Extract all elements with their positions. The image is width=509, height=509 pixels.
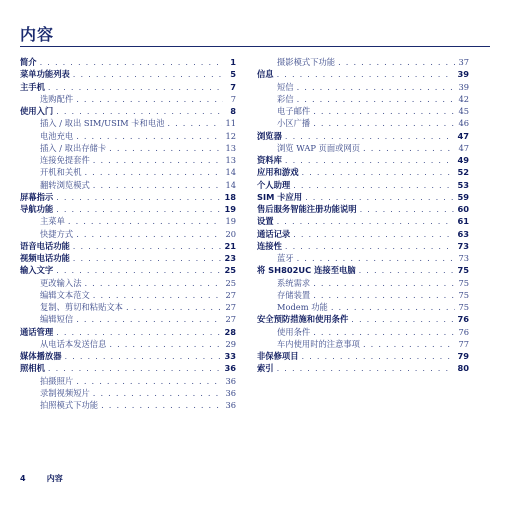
toc-entry-title: 通话管理 bbox=[20, 326, 54, 337]
toc-entry-page: 47 bbox=[457, 130, 469, 141]
toc-dot-leader bbox=[56, 326, 221, 338]
toc-dot-leader bbox=[363, 142, 455, 154]
toc-entry[interactable] bbox=[257, 277, 469, 289]
toc-dot-leader bbox=[56, 105, 223, 117]
toc-entry-title: 浏览 WAP 页面或网页 bbox=[277, 142, 361, 153]
toc-entry[interactable] bbox=[257, 191, 469, 203]
toc-entry[interactable] bbox=[257, 362, 469, 374]
toc-entry[interactable] bbox=[257, 130, 469, 142]
toc-entry-page: 19 bbox=[224, 204, 236, 214]
toc-dot-leader bbox=[76, 130, 222, 142]
toc-entry-title: 主手机 bbox=[20, 81, 45, 92]
toc-entry[interactable] bbox=[257, 301, 469, 313]
toc-dot-leader bbox=[297, 81, 456, 93]
toc-entry[interactable] bbox=[257, 93, 469, 105]
toc-entry-title: 照相机 bbox=[20, 363, 45, 374]
toc-entry-title: 使用条件 bbox=[277, 326, 311, 337]
toc-dot-leader bbox=[293, 179, 454, 191]
toc-entry-page: 53 bbox=[457, 179, 469, 190]
toc-entry-title: 屏幕指示 bbox=[20, 191, 54, 202]
toc-dot-leader bbox=[76, 93, 223, 105]
toc-entry-title: 存储装置 bbox=[277, 289, 311, 300]
toc-dot-leader bbox=[68, 215, 223, 227]
toc-entry-title: 系统需求 bbox=[277, 277, 311, 288]
toc-entry-page: 36 bbox=[224, 363, 236, 374]
toc-entry[interactable] bbox=[20, 338, 236, 350]
toc-entry-page: 27 bbox=[225, 302, 236, 312]
toc-entry-title: Modem 功能 bbox=[277, 302, 328, 312]
toc-entry-title: 拍照模式下功能 bbox=[40, 400, 99, 410]
toc-entry-page: 61 bbox=[457, 216, 469, 227]
toc-dot-leader bbox=[93, 154, 223, 166]
toc-entry-page: 39 bbox=[458, 81, 469, 92]
toc-entry-title: 主菜单 bbox=[40, 216, 65, 227]
toc-entry-title: 视频电话功能 bbox=[20, 253, 70, 263]
toc-entry[interactable] bbox=[20, 105, 236, 117]
toc-entry-page: 75 bbox=[458, 289, 469, 300]
toc-dot-leader bbox=[293, 228, 454, 240]
toc-entry-page: 19 bbox=[225, 216, 236, 227]
toc-entry-title: 索引 bbox=[257, 363, 274, 374]
toc-entry-title: 插入 / 取出 SIM/USIM 卡和电池 bbox=[40, 118, 165, 129]
toc-entry-title: 短信 bbox=[277, 81, 294, 92]
toc-entry[interactable] bbox=[257, 105, 469, 117]
toc-entry-page: 13 bbox=[225, 155, 236, 165]
toc-entry-title: 非保修项目 bbox=[257, 351, 299, 361]
toc-entry-page: 59 bbox=[457, 191, 469, 202]
toc-dot-leader bbox=[56, 264, 221, 276]
toc-entry[interactable] bbox=[257, 81, 469, 93]
toc-entry-page: 36 bbox=[225, 387, 236, 398]
toc-dot-leader bbox=[313, 326, 455, 338]
toc-entry[interactable] bbox=[20, 301, 236, 313]
toc-entry[interactable] bbox=[257, 154, 469, 166]
page-title: 内容 bbox=[20, 25, 55, 44]
toc-entry[interactable] bbox=[257, 289, 469, 301]
toc-entry-page: 18 bbox=[224, 191, 236, 202]
toc-entry[interactable] bbox=[257, 203, 469, 215]
toc-entry-page: 75 bbox=[458, 277, 469, 288]
toc-dot-leader bbox=[65, 350, 222, 362]
toc-entry-page: 1 bbox=[230, 57, 236, 67]
toc-entry[interactable] bbox=[20, 289, 236, 301]
toc-dot-leader bbox=[93, 179, 223, 191]
toc-entry-title: 语音电话功能 bbox=[20, 240, 70, 251]
toc-entry-page: 27 bbox=[225, 314, 236, 325]
toc-entry-page: 28 bbox=[224, 326, 236, 337]
toc-entry-title: 翻转浏览模式 bbox=[40, 179, 90, 190]
toc-entry-page: 73 bbox=[457, 240, 469, 251]
toc-entry[interactable] bbox=[20, 130, 236, 142]
toc-entry-title: SIM 卡应用 bbox=[257, 191, 303, 202]
toc-entry-title: 售后服务智能注册功能说明 bbox=[257, 204, 357, 214]
toc-entry-page: 14 bbox=[225, 179, 236, 190]
toc-entry[interactable] bbox=[20, 203, 236, 215]
toc-entry[interactable] bbox=[257, 215, 469, 227]
toc-entry-title: 连接性 bbox=[257, 240, 282, 251]
toc-entry[interactable] bbox=[20, 154, 236, 166]
toc-dot-leader bbox=[48, 362, 222, 374]
toc-entry[interactable] bbox=[257, 252, 469, 264]
toc-entry[interactable] bbox=[20, 191, 236, 203]
toc-entry[interactable] bbox=[20, 142, 236, 154]
toc-entry-title: 将 SH802UC 连接至电脑 bbox=[257, 265, 356, 276]
toc-dot-leader bbox=[331, 301, 456, 313]
toc-dot-leader bbox=[73, 68, 223, 80]
toc-entry[interactable] bbox=[257, 228, 469, 240]
toc-entry-page: 49 bbox=[457, 155, 469, 165]
toc-entry-title: 设置 bbox=[257, 216, 274, 227]
toc-entry-title: 开机和关机 bbox=[40, 167, 82, 178]
toc-entry[interactable] bbox=[20, 81, 236, 93]
toc-entry-title: 安全预防措施和使用条件 bbox=[257, 314, 349, 325]
toc-entry-page: 8 bbox=[230, 106, 236, 116]
toc-dot-leader bbox=[297, 93, 456, 105]
toc-entry-page: 47 bbox=[458, 142, 469, 153]
toc-entry[interactable] bbox=[257, 240, 469, 252]
toc-entry-page: 12 bbox=[225, 130, 236, 141]
footer-page-number: 4 bbox=[20, 474, 26, 483]
toc-entry[interactable] bbox=[20, 166, 236, 178]
toc-dot-leader bbox=[297, 252, 456, 264]
toc-entry[interactable] bbox=[20, 215, 236, 227]
toc-entry-title: 编辑文本范文 bbox=[40, 289, 90, 300]
toc-entry[interactable] bbox=[257, 166, 469, 178]
toc-dot-leader bbox=[40, 56, 223, 68]
toc-dot-leader bbox=[93, 387, 223, 399]
toc-entry-page: 7 bbox=[230, 93, 236, 104]
toc-entry[interactable] bbox=[20, 117, 236, 129]
toc-entry-title: 快捷方式 bbox=[40, 228, 74, 239]
toc-entry-title: 蓝牙 bbox=[277, 253, 294, 263]
toc-entry[interactable] bbox=[257, 350, 469, 362]
toc-entry[interactable] bbox=[20, 68, 236, 80]
toc-entry-title: 复制、剪切和粘贴文本 bbox=[40, 302, 123, 312]
toc-entry[interactable] bbox=[20, 56, 236, 68]
toc-dot-leader bbox=[109, 338, 222, 350]
toc-dot-leader bbox=[302, 350, 455, 362]
toc-entry-page: 21 bbox=[224, 240, 236, 251]
toc-entry-title: 彩信 bbox=[277, 93, 294, 104]
toc-entry-page: 25 bbox=[225, 277, 236, 288]
toc-entry-title: 选购配件 bbox=[40, 93, 74, 104]
toc-entry-page: 39 bbox=[457, 69, 469, 80]
toc-entry-title: 摄影模式下功能 bbox=[277, 57, 336, 67]
toc-entry-title: 浏览器 bbox=[257, 130, 282, 141]
toc-entry[interactable] bbox=[257, 338, 469, 350]
toc-entry[interactable] bbox=[257, 326, 469, 338]
toc-entry-page: 60 bbox=[457, 204, 469, 214]
toc-right-column bbox=[257, 56, 469, 375]
toc-dot-leader bbox=[126, 301, 222, 313]
toc-entry-title: 信息 bbox=[257, 69, 274, 80]
toc-entry-title: 个人助理 bbox=[257, 179, 291, 190]
toc-entry-title: 通话记录 bbox=[257, 228, 291, 239]
toc-entry[interactable] bbox=[20, 326, 236, 338]
toc-entry-title: 使用入门 bbox=[20, 106, 54, 116]
page-footer bbox=[20, 473, 63, 484]
toc-dot-leader bbox=[277, 215, 455, 227]
toc-dot-leader bbox=[313, 105, 455, 117]
toc-entry-title: 媒体播放器 bbox=[20, 351, 62, 361]
toc-entry[interactable] bbox=[20, 179, 236, 191]
toc-entry-page: 75 bbox=[458, 302, 469, 312]
toc-dot-leader bbox=[56, 191, 221, 203]
toc-dot-leader bbox=[93, 289, 223, 301]
toc-dot-leader bbox=[359, 264, 455, 276]
toc-entry-page: 14 bbox=[225, 167, 236, 178]
toc-entry[interactable] bbox=[20, 387, 236, 399]
toc-dot-leader bbox=[285, 154, 455, 166]
toc-entry-title: 菜单功能列表 bbox=[20, 69, 70, 80]
toc-entry-page: 76 bbox=[457, 314, 469, 325]
toc-entry-page: 75 bbox=[457, 265, 469, 276]
toc-dot-leader bbox=[351, 313, 454, 325]
toc-entry-page: 36 bbox=[225, 400, 236, 410]
toc-entry-page: 25 bbox=[224, 265, 236, 276]
toc-entry-title: 拍摄照片 bbox=[40, 375, 74, 386]
toc-dot-leader bbox=[85, 277, 223, 289]
toc-entry-page: 27 bbox=[225, 289, 236, 300]
toc-entry[interactable] bbox=[20, 252, 236, 264]
toc-entry[interactable] bbox=[257, 313, 469, 325]
toc-entry[interactable] bbox=[20, 350, 236, 362]
toc-entry-page: 29 bbox=[225, 338, 236, 349]
toc-dot-leader bbox=[277, 68, 455, 80]
toc-entry-title: 电池充电 bbox=[40, 130, 74, 141]
toc-entry-page: 37 bbox=[458, 57, 469, 67]
toc-entry-title: 应用和游戏 bbox=[257, 167, 299, 178]
toc-entry-title: 导航功能 bbox=[20, 204, 54, 214]
toc-entry[interactable] bbox=[257, 142, 469, 154]
toc-entry-page: 80 bbox=[457, 363, 469, 374]
toc-entry-title: 从电话本发送信息 bbox=[40, 338, 107, 349]
toc-entry-page: 5 bbox=[230, 69, 236, 80]
footer-label: 内容 bbox=[46, 474, 63, 483]
toc-entry-page: 42 bbox=[458, 93, 469, 104]
toc-entry[interactable] bbox=[20, 313, 236, 325]
toc-dot-leader bbox=[305, 191, 454, 203]
toc-entry[interactable] bbox=[20, 228, 236, 240]
toc-dot-leader bbox=[73, 240, 222, 252]
toc-entry[interactable] bbox=[20, 277, 236, 289]
toc-dot-leader bbox=[313, 117, 455, 129]
toc-entry-page: 7 bbox=[230, 81, 236, 92]
toc-dot-leader bbox=[338, 56, 455, 68]
toc-entry-page: 23 bbox=[224, 253, 236, 263]
toc-entry[interactable] bbox=[257, 264, 469, 276]
toc-entry-title: 输入文字 bbox=[20, 265, 54, 276]
toc-entry-title: 编辑短信 bbox=[40, 314, 74, 325]
toc-dot-leader bbox=[285, 240, 455, 252]
toc-entry-title: 电子邮件 bbox=[277, 106, 311, 116]
toc-entry-title: 小区广播 bbox=[277, 118, 311, 129]
toc-left-column bbox=[20, 56, 236, 411]
toc-dot-leader bbox=[363, 338, 455, 350]
toc-entry[interactable] bbox=[257, 56, 469, 68]
toc-dot-leader bbox=[76, 313, 222, 325]
toc-entry-page: 45 bbox=[458, 106, 469, 116]
toc-entry-page: 33 bbox=[224, 351, 236, 361]
toc-dot-leader bbox=[313, 289, 455, 301]
toc-dot-leader bbox=[302, 166, 455, 178]
toc-dot-leader bbox=[277, 362, 455, 374]
toc-entry-title: 车内使用时的注意事项 bbox=[277, 338, 360, 349]
toc-entry-page: 77 bbox=[458, 338, 469, 349]
toc-dot-leader bbox=[109, 142, 222, 154]
toc-entry-title: 插入 / 取出存储卡 bbox=[40, 142, 107, 153]
toc-dot-leader bbox=[285, 130, 455, 142]
toc-entry-page: 13 bbox=[225, 142, 236, 153]
toc-entry[interactable] bbox=[257, 117, 469, 129]
toc-dot-leader bbox=[85, 166, 223, 178]
toc-entry-page: 76 bbox=[458, 326, 469, 337]
toc-entry[interactable] bbox=[20, 264, 236, 276]
toc-entry-page: 63 bbox=[457, 228, 469, 239]
toc-entry-title: 简介 bbox=[20, 57, 37, 67]
toc-entry[interactable] bbox=[20, 240, 236, 252]
title-divider bbox=[20, 46, 490, 47]
toc-entry-title: 资料库 bbox=[257, 155, 282, 165]
toc-entry-title: 连接免提套件 bbox=[40, 155, 90, 165]
toc-dot-leader bbox=[167, 117, 222, 129]
toc-entry-title: 录制视频短片 bbox=[40, 387, 90, 398]
toc-entry[interactable] bbox=[20, 362, 236, 374]
toc-entry[interactable] bbox=[20, 399, 236, 411]
toc-entry[interactable] bbox=[20, 93, 236, 105]
toc-dot-leader bbox=[56, 203, 221, 215]
toc-dot-leader bbox=[73, 252, 222, 264]
toc-entry-page: 36 bbox=[225, 375, 236, 386]
toc-dot-leader bbox=[76, 228, 222, 240]
toc-entry[interactable] bbox=[257, 179, 469, 191]
toc-entry-page: 20 bbox=[225, 228, 236, 239]
toc-dot-leader bbox=[101, 399, 222, 411]
toc-dot-leader bbox=[76, 375, 222, 387]
toc-entry-page: 11 bbox=[225, 118, 236, 129]
toc-entry-page: 46 bbox=[458, 118, 469, 129]
toc-entry-page: 73 bbox=[458, 253, 469, 263]
toc-entry-page: 52 bbox=[457, 167, 469, 178]
toc-entry[interactable] bbox=[257, 68, 469, 80]
toc-entry[interactable] bbox=[20, 375, 236, 387]
toc-entry-title: 更改输入法 bbox=[40, 277, 82, 288]
toc-entry-page: 79 bbox=[457, 351, 469, 361]
toc-dot-leader bbox=[360, 203, 455, 215]
toc-dot-leader bbox=[48, 81, 223, 93]
toc-dot-leader bbox=[313, 277, 455, 289]
